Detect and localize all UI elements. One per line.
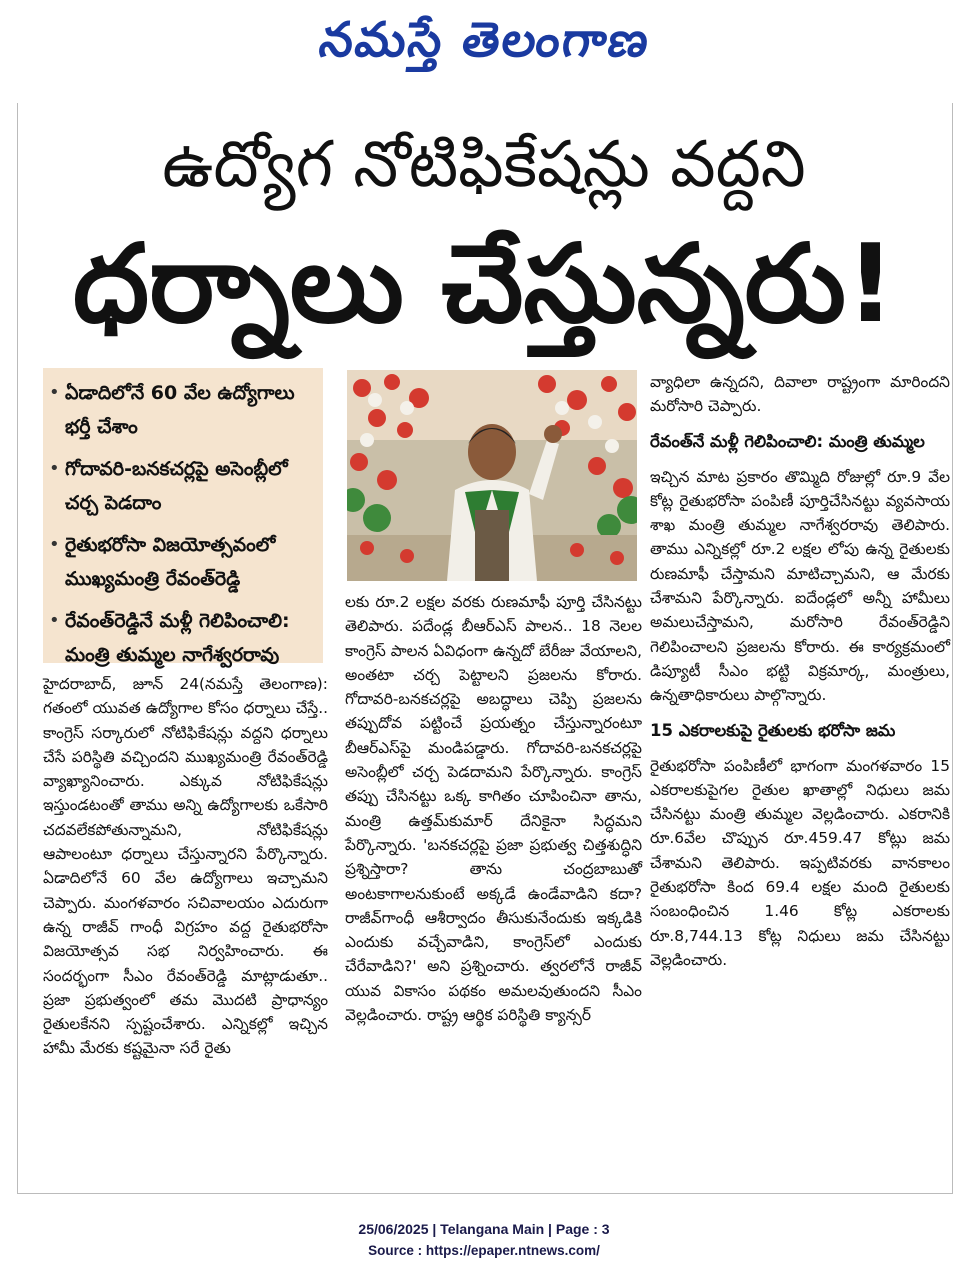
highlight-text: రేవంత్‌రెడ్డినే మళ్లీ గెలిపించాలి: మంత్రి తుమ్మల నాగేశ్వరరావు <box>65 610 290 666</box>
masthead <box>0 0 968 92</box>
speaker-photo-illustration <box>347 370 637 581</box>
article-paragraph: లకు రూ.2 లక్షల వరకు రుణమాఫీ పూర్తి చేసినట్టు తెలిపారు. పదేండ్ల బీఆర్ఎస్ పాలన.. 18 నెలల కాంగ్రెస్ పాలన ఏవిధంగా ఉన్నదో బేరీజు వేయాలని, అంతటా చర్చ పెట్టాలని ప్రజలను కోరారు. గోదావరి-బనకచర్లపై అబద్ధాలు చెప్పి ప్రజలను తప్పుదోవ పట్టించే ప్రయత్నం చేస్తున్నారంటూ బీఆర్ఎస్‌పై మండిపడ్డారు. గోదావరి-బనకచర్లపై అసెంబ్లీలో చర్చ పెడదామని పేర్కొన్నారు. కాంగ్రెస్ తప్పు చేసినట్టు ఒక్క కాగితం చూపించినా తాను, మంత్రి ఉత్తమ్‌కుమార్ దేనికైనా సిద్ధమని పేర్కొన్నారు. 'బనకచర్లపై ప్రజా ప్రభుత్వ చిత్తశుద్ధిని ప్రశ్నిస్తారా? తాను చంద్రబాబుతో అంటకాగాలనుకుంటే అక్కడే ఉండేవాడిని కదా? రాజీవ్‌గాంధీ ఆశీర్వాదం తీసుకునేందుకు ఇక్కడికి ఎందుకు వచ్చేవాడిని, కాంగ్రెస్‌లో ఎందుకు చేరేవాడిని?' అని ప్రశ్నించారు. త్వరలోనే రాజీవ్ యువ వికాసం పథకం అమలవుతుందని సీఎం వెల్లడించారు. రాష్ట్ర ఆర్థిక పరిస్థితి క్యాన్సర్ <box>345 593 642 1025</box>
article-column-2 <box>345 590 642 1027</box>
highlight-item <box>49 528 317 596</box>
highlight-item <box>49 376 317 444</box>
highlight-item <box>49 452 317 520</box>
subheading: 15 ఎకరాలకుపై రైతులకు భరోసా జమ <box>650 720 896 740</box>
article-column-3 <box>650 370 950 972</box>
subheading: రేవంత్‌నే మళ్లీ గెలిపించాలి: మంత్రి తుమ్మల <box>650 431 925 451</box>
highlight-text: గోదావరి-బనకచర్లపై అసెంబ్లీలో చర్చ పెడదాం <box>65 458 288 514</box>
highlight-item <box>49 604 317 672</box>
edition-info: 25/06/2025 | Telangana Main | Page : 3 <box>358 1221 610 1237</box>
article-paragraph: రైతుభరోసా పంపిణీలో భాగంగా మంగళవారం 15 ఎకరాలకుపైగల రైతుల ఖాతాల్లో నిధులు జమ చేసినట్టు మంత్రి తుమ్మల వెల్లడించారు. ఎకరానికి రూ.6వేల చొప్పున రూ.459.47 కోట్లు జమ చేశామని తెలిపారు. ఇప్పటివరకు వానకాలం రైతుభరోసా కింద 69.4 లక్షల మంది రైతులకు సంబంధించిన 1.46 కోట్ల ఎకరాలకు రూ.8,744.13 కోట్ల నిధులు జమ చేసినట్టు వెల్లడించారు. <box>650 756 950 969</box>
article-paragraph: హైదరాబాద్, జూన్ 24(నమస్తే తెలంగాణ): గతంలో యువత ఉద్యోగాల కోసం ధర్నాలు చేస్తే.. కాంగ్రెస్ సర్కారులో నోటిఫికేషన్లు వద్దని ధర్నాలు చేసే పరిస్థితి వచ్చిందని ముఖ్యమంత్రి రేవంత్‌రెడ్డి వ్యాఖ్యానించారు. ఎక్కువ నోటిఫికేషన్లు ఇస్తుండటంతో తాము అన్ని ఉద్యోగాలకు ఒకేసారి చదవలేకపోతున్నామని, నోటిఫికేషన్లు ఆపాలంటూ ధర్నాలు చేస్తున్నారని పేర్కొన్నారు. ఏడాదిలోనే 60 వేల ఉద్యోగాలు ఇచ్చామని చెప్పారు. మంగళవారం సచివాలయం ఎదురుగా ఉన్న రాజీవ్ గాంధీ విగ్రహం వద్ద రైతుభరోసా విజయోత్సవ సభ నిర్వహించారు. ఈ సందర్భంగా సీఎం రేవంత్‌రెడ్డి మాట్లాడుతూ.. ప్రజా ప్రభుత్వంలో తమ మొదటి ప్రాధాన్యం రైతులకేనని స్పష్టంచేశారు. ఎన్నికల్లో ఇచ్చిన హామీ మేరకు కష్టమైనా సరే రైతు <box>43 675 328 1058</box>
bullet-icon: • <box>49 382 60 403</box>
article-paragraph: ఇచ్చిన మాట ప్రకారం తొమ్మిది రోజుల్లో రూ.9 వేల కోట్ల రైతుభరోసా పంపిణీ పూర్తిచేసినట్టు వ్యవసాయ శాఖ మంత్రి తుమ్మల నాగేశ్వరరావు తెలిపారు. తాము ఎన్నికల్లో రూ.2 లక్షల లోపు ఉన్న రైతులకు రుణమాఫీ చేస్తామని మాటిచ్చామని, ఆ మేరకు చేశామని పేర్కొన్నారు. ఐదేండ్లలో అన్నీ హామీలు అమలుచేస్తామని, మరోసారి రేవంత్‌రెడ్డిని గెలిపించాలని ప్రజలను కోరారు. ఈ కార్యక్రమంలో డిప్యూటీ సీఎం భట్టి విక్రమార్క, మంత్రులు, ఉన్నతాధికారులు పాల్గొన్నారు. <box>650 467 950 705</box>
highlights-box <box>43 368 323 666</box>
bullet-icon: • <box>49 610 60 631</box>
headline-line1: ఉద్యోగ నోటిఫికేషన్లు వద్దని <box>162 128 806 202</box>
article-paragraph: వ్యాధిలా ఉన్నదని, దివాలా రాష్ట్రంగా మారిందని మరోసారి చెప్పారు. <box>650 373 950 416</box>
headline-line2: ధర్నాలు చేస్తున్నరు! <box>72 222 896 347</box>
highlight-text: ఏడాదిలోనే 60 వేల ఉద్యోగాలు భర్తీ చేశాం <box>65 382 295 438</box>
article-column-1 <box>43 672 328 1061</box>
news-photo <box>347 370 637 581</box>
source-link[interactable]: Source : https://epaper.ntnews.com/ <box>368 1243 600 1258</box>
bullet-icon: • <box>49 458 60 479</box>
newspaper-logo: నమస్తే తెలంగాణ <box>315 12 655 68</box>
highlight-text: రైతుభరోసా విజయోత్సవంలో ముఖ్యమంత్రి రేవంత్‌రెడ్డి <box>65 534 276 590</box>
page-footer <box>0 1218 968 1262</box>
bullet-icon: • <box>49 534 60 555</box>
